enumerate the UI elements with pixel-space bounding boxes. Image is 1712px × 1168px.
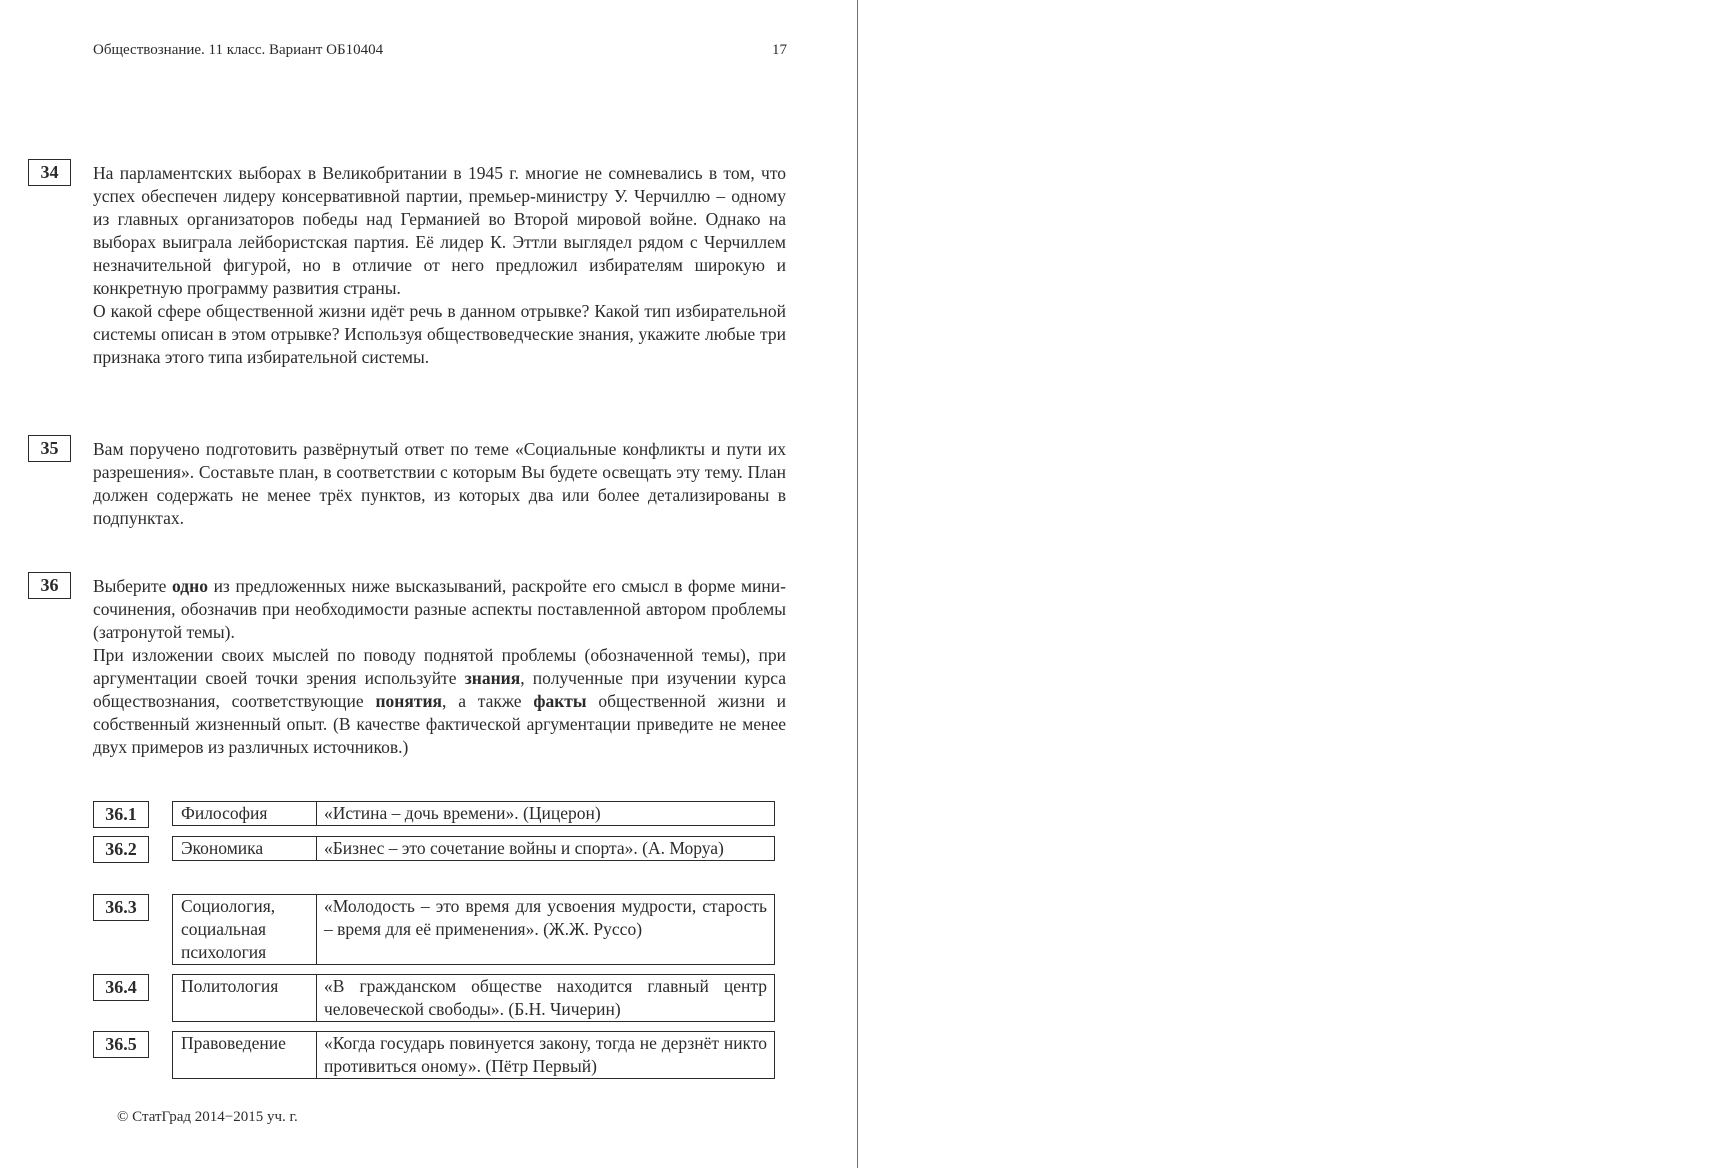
option-36-5-quote: «Когда государь повинуется закону, тогда не дерзнёт никто противиться оному». (Пётр Первый) — [324, 1033, 767, 1076]
question-35-paragraph-1: Вам поручено подготовить развёрнутый ответ по теме «Социальные конфликты и пути их разрешения». Составьте план, в соответствии с которым Вы будете освещать эту тему. План должен содержать не менее трёх пунктов, из которых два или более детализированы в подпунктах. — [93, 439, 786, 528]
right-page-blank — [858, 0, 1712, 1168]
option-36-3-subject: Социология, социальная психология — [173, 895, 317, 964]
question-35-number: 35 — [28, 435, 71, 462]
emphasis-ponyatiya: понятия — [375, 691, 442, 711]
option-36-5-subject: Правоведение — [173, 1032, 317, 1078]
option-36-2-subject: Экономика — [173, 837, 317, 860]
option-36-4-subject: Политология — [173, 975, 317, 1021]
option-36-2-number: 36.2 — [93, 836, 149, 863]
question-35-text — [93, 438, 786, 530]
question-36-paragraph-1: Выберите одно из предложенных ниже высказываний, раскройте его смысл в форме мини-сочинения, обозначив при необходимости разные аспекты поставленной автором проблемы (затронутой темы). — [93, 576, 786, 642]
option-36-1-quote: «Истина – дочь времени». (Цицерон) — [324, 803, 601, 823]
option-36-3-number: 36.3 — [93, 894, 149, 921]
option-36-1-subject: Философия — [173, 802, 317, 825]
question-36-text — [93, 575, 786, 759]
question-36-paragraph-2: При изложении своих мыслей по поводу поднятой проблемы (обозначенной темы), при аргументации своей точки зрения используйте знания, полученные при изучении курса обществознания, соответствующие понятия, а также факты общественной жизни и собственный жизненный опыт. (В качестве фактической аргументации приведите не менее двух примеров из различных источников.) — [93, 645, 786, 757]
option-36-3-quote: «Молодость – это время для усвоения мудрости, старость – время для её применения». (Ж.Ж. Руссо) — [324, 896, 767, 939]
question-34-paragraph-2: О какой сфере общественной жизни идёт речь в данном отрывке? Какой тип избирательной системы описан в этом отрывке? Используя обществоведческие знания, укажите любые три признака этого типа избирательной системы. — [93, 301, 786, 367]
footer-copyright: © СтатГрад 2014−2015 уч. г. — [117, 1109, 298, 1125]
option-36-5-number: 36.5 — [93, 1031, 149, 1058]
question-34-number: 34 — [28, 159, 71, 186]
question-34-text — [93, 162, 786, 369]
option-36-4-quote: «В гражданском обществе находится главный центр человеческой свободы». (Б.Н. Чичерин) — [324, 976, 767, 1019]
emphasis-znaniya: знания — [464, 668, 521, 688]
option-36-5-row — [172, 1031, 775, 1079]
emphasis-odno: одно — [172, 576, 208, 596]
option-36-1-number: 36.1 — [93, 801, 149, 828]
option-36-4-number: 36.4 — [93, 974, 149, 1001]
page-header-title: Обществознание. 11 класс. Вариант ОБ10404 — [93, 42, 384, 58]
option-36-3-row — [172, 894, 775, 965]
option-36-2-row — [172, 836, 775, 861]
option-36-4-row — [172, 974, 775, 1022]
question-34-paragraph-1: На парламентских выборах в Великобритании в 1945 г. многие не сомневались в том, что успех обеспечен лидеру консервативной партии, премьер-министру У. Черчиллю – одному из главных организаторов победы над Германией во Второй мировой войне. Однако на выборах выиграла лейбористская партия. Её лидер К. Эттли выглядел рядом с Черчиллем незначительной фигурой, но в отличие от него предложил избирателям широкую и конкретную программу развития страны. — [93, 163, 786, 298]
option-36-1-row — [172, 801, 775, 826]
question-36-number: 36 — [28, 572, 71, 599]
page-number: 17 — [772, 42, 787, 58]
emphasis-fakty: факты — [533, 691, 587, 711]
option-36-2-quote: «Бизнес – это сочетание войны и спорта». (А. Моруа) — [324, 838, 724, 858]
